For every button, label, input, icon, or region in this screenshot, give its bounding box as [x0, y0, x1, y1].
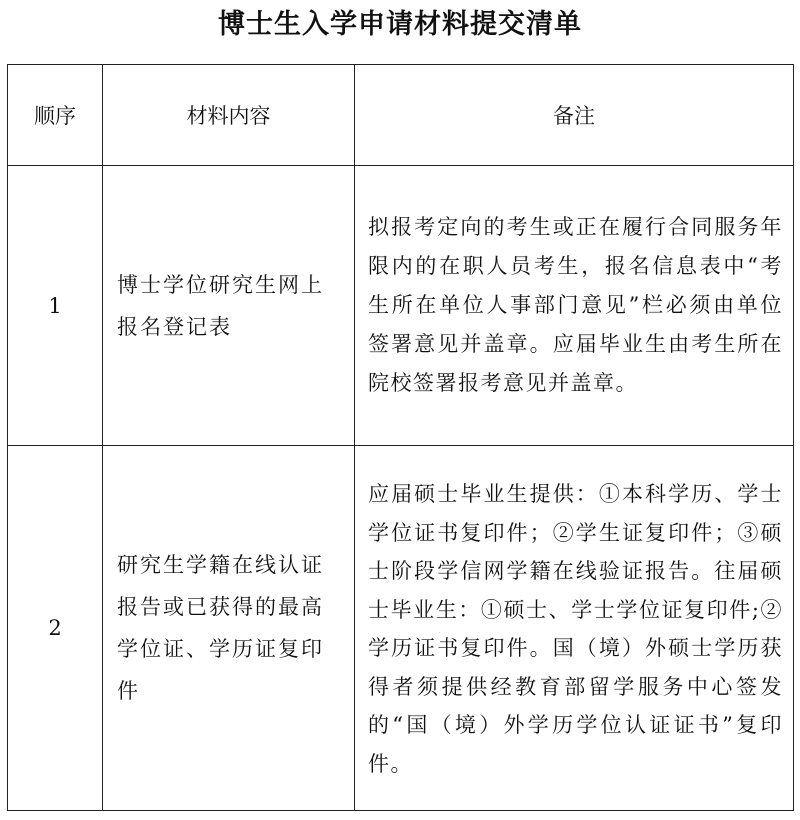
- table-row: [8, 446, 794, 811]
- row-content: 研究生学籍在线认证报告或已获得的最高学位证、学历证复印件: [103, 446, 355, 811]
- row-notes: 应届硕士毕业生提供：①本科学历、学士学位证书复印件；②学生证复印件；③硕士阶段学信网学籍在线验证报告。往届硕士毕业生：①硕士、学士学位证复印件;②学历证书复印件。国（境）外硕士学历获得者须提供经教育部留学服务中心签发的“国（境）外学历学位认证证书”复印件。: [355, 446, 794, 811]
- row-order: 2: [8, 446, 103, 811]
- materials-table: [7, 64, 794, 811]
- table-header-row: [8, 65, 794, 166]
- document-title: 博士生入学申请材料提交清单: [218, 9, 582, 40]
- header-order: 顺序: [8, 65, 103, 166]
- table-row: [8, 166, 794, 446]
- row-content: 博士学位研究生网上报名登记表: [103, 166, 355, 446]
- row-notes: 拟报考定向的考生或正在履行合同服务年限内的在职人员考生，报名信息表中“考生所在单位人事部门意见”栏必须由单位签署意见并盖章。应届毕业生由考生所在院校签署报考意见并盖章。: [355, 166, 794, 446]
- header-content: 材料内容: [103, 65, 355, 166]
- row-order: 1: [8, 166, 103, 446]
- header-notes: 备注: [355, 65, 794, 166]
